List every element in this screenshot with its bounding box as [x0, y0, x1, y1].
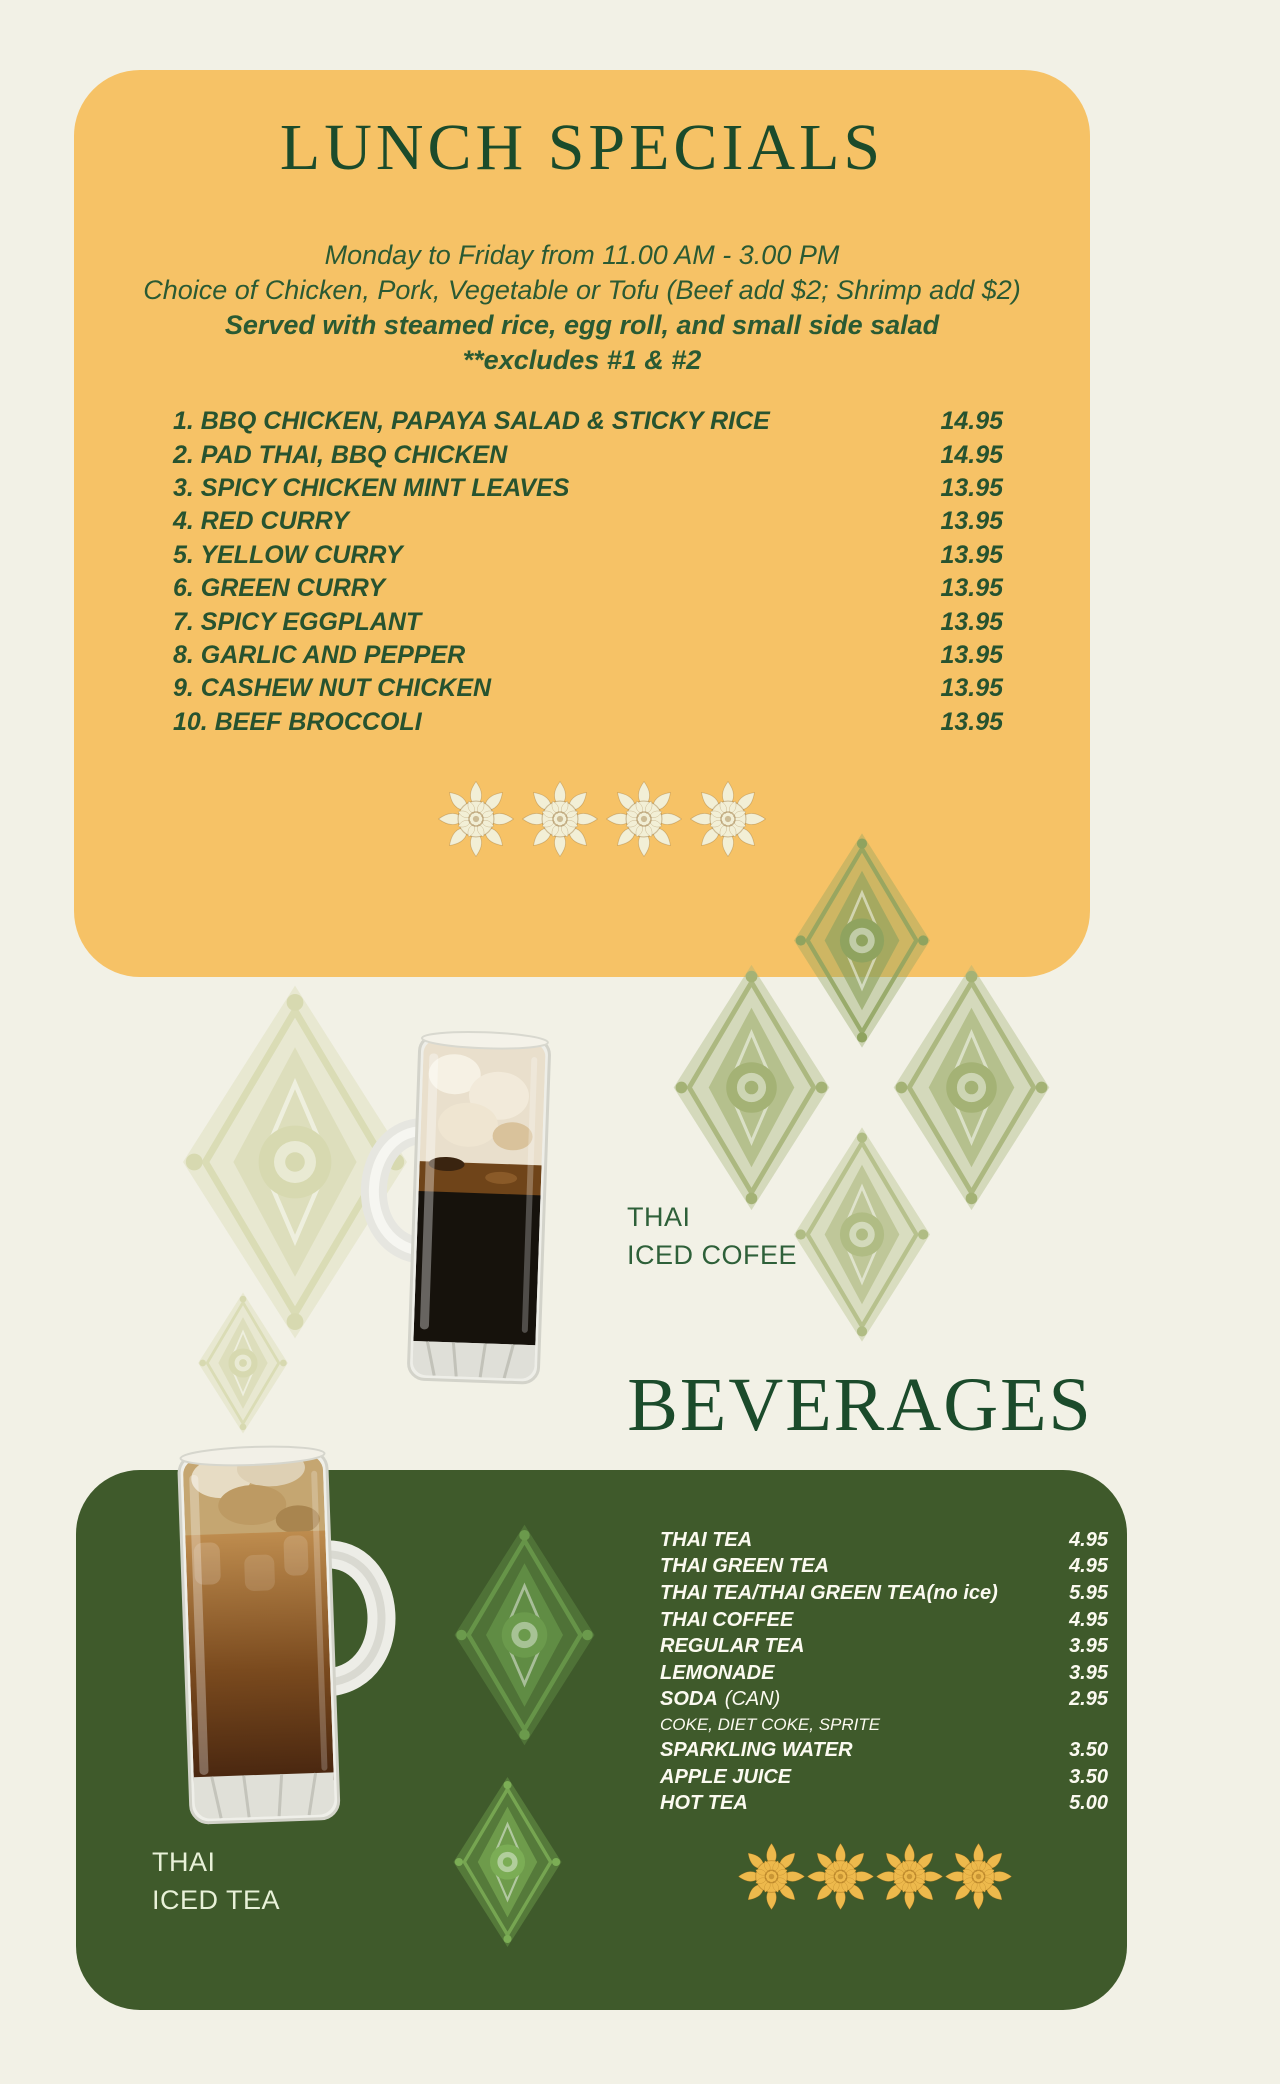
lunch-excludes-line: **excludes #1 & #2: [462, 345, 702, 375]
beverage-price: 3.95: [1069, 1661, 1108, 1684]
kranok-ornament-panel-lower: [440, 1774, 575, 1950]
beverage-name: LEMONADE: [660, 1661, 775, 1684]
beverage-sub-row: [660, 1713, 1108, 1737]
beverage-price: 5.00: [1069, 1792, 1108, 1815]
beverages-title: BEVERAGES: [627, 1363, 1093, 1447]
gold-lotus-ornament-row: [737, 1842, 1013, 1911]
beverage-row: [660, 1633, 1108, 1660]
beverage-price: 3.50: [1069, 1765, 1108, 1788]
lunch-item-row: [173, 572, 1003, 605]
beverage-name: SODA: [660, 1688, 718, 1711]
beverage-price: 4.95: [1069, 1608, 1108, 1631]
beverage-name: THAI TEA: [660, 1528, 753, 1551]
beverage-name: THAI COFFEE: [660, 1608, 794, 1631]
thai-iced-coffee-caption: [627, 1198, 797, 1274]
beverage-row: [660, 1607, 1108, 1634]
kranok-ornament-bottom: [777, 1124, 947, 1345]
item-name: 3. SPICY CHICKEN MINT LEAVES: [173, 473, 570, 502]
lunch-item-row: [173, 472, 1003, 505]
thai-iced-tea-caption: [152, 1843, 280, 1919]
item-price: 13.95: [940, 707, 1003, 736]
lunch-item-row: [173, 605, 1003, 638]
lunch-served-line: Served with steamed rice, egg roll, and small side salad: [224, 310, 940, 340]
item-name: 5. YELLOW CURRY: [173, 540, 403, 569]
lunch-specials-subtitle: [74, 238, 1090, 378]
lotus-flower-icon: [737, 1842, 806, 1911]
item-name: 2. PAD THAI, BBQ CHICKEN: [173, 440, 508, 469]
lotus-flower-icon: [689, 780, 767, 858]
item-price: 14.95: [940, 407, 1003, 436]
item-name: 7. SPICY EGGPLANT: [173, 607, 422, 636]
thai-iced-tea-image: [127, 1428, 440, 1855]
beverage-row: [660, 1554, 1108, 1581]
kranok-ornament-panel-upper: [437, 1521, 612, 1749]
lotus-flower-icon: [806, 1842, 875, 1911]
item-price: 13.95: [940, 607, 1003, 636]
caption-line: THAI: [627, 1202, 691, 1232]
beverage-row: [660, 1764, 1108, 1791]
item-name: 1. BBQ CHICKEN, PAPAYA SALAD & STICKY RICE: [173, 407, 770, 436]
beverage-row: [660, 1527, 1108, 1554]
caption-line: ICED COFEE: [627, 1240, 798, 1270]
lotus-flower-icon: [521, 780, 599, 858]
beverage-name: THAI GREEN TEA: [660, 1555, 829, 1578]
beverage-name: APPLE JUICE: [660, 1765, 792, 1788]
beverage-price: 5.95: [1069, 1581, 1108, 1604]
lunch-item-row: [173, 672, 1003, 705]
beverage-row: [660, 1737, 1108, 1764]
item-price: 13.95: [940, 507, 1003, 536]
beverage-name: REGULAR TEA: [660, 1635, 805, 1658]
item-price: 13.95: [940, 640, 1003, 669]
kranok-ornament-pale-small: [187, 1290, 299, 1436]
item-price: 13.95: [940, 540, 1003, 569]
lunch-specials-title: LUNCH SPECIALS: [279, 111, 885, 184]
beverages-list: [660, 1527, 1108, 1817]
caption-line: ICED TEA: [152, 1885, 281, 1915]
item-price: 13.95: [940, 473, 1003, 502]
lotus-flower-icon: [944, 1842, 1013, 1911]
beverage-name: THAI TEA/THAI GREEN TEA(no ice): [660, 1581, 998, 1604]
lunch-item-row: [173, 505, 1003, 538]
lunch-item-row: [173, 706, 1003, 739]
lunch-item-row: [173, 539, 1003, 572]
lunch-hours-line: Monday to Friday from 11.00 AM - 3.00 PM: [324, 240, 840, 270]
lunch-item-row: [173, 405, 1003, 438]
beverage-note: (CAN): [724, 1688, 781, 1711]
item-price: 13.95: [940, 574, 1003, 603]
item-name: 9. CASHEW NUT CHICKEN: [173, 674, 492, 703]
item-price: 13.95: [940, 674, 1003, 703]
beverage-price: 4.95: [1069, 1528, 1108, 1551]
beverage-name: SPARKLING WATER: [660, 1738, 853, 1761]
item-name: 10. BEEF BROCCOLI: [173, 707, 422, 736]
beverage-price: 3.50: [1069, 1738, 1108, 1761]
thai-iced-coffee-image: [340, 1015, 608, 1405]
lunch-item-row: [173, 438, 1003, 471]
caption-line: THAI: [152, 1847, 216, 1877]
beverage-sub-text: COKE, DIET COKE, SPRITE: [660, 1715, 881, 1735]
lotus-flower-icon: [875, 1842, 944, 1911]
lunch-items-list: [173, 405, 1003, 739]
lunch-item-row: [173, 639, 1003, 672]
item-name: 8. GARLIC AND PEPPER: [173, 640, 466, 669]
beverage-row: [660, 1660, 1108, 1687]
lotus-flower-icon: [437, 780, 515, 858]
item-name: 6. GREEN CURRY: [173, 574, 386, 603]
beverage-row: [660, 1580, 1108, 1607]
beverage-row: [660, 1790, 1108, 1817]
beverage-name: HOT TEA: [660, 1792, 748, 1815]
beverage-price: 3.95: [1069, 1635, 1108, 1658]
beverage-price: 4.95: [1069, 1555, 1108, 1578]
item-price: 14.95: [940, 440, 1003, 469]
cream-lotus-ornament-row: [437, 780, 767, 858]
beverage-price: 2.95: [1069, 1688, 1108, 1711]
item-name: 4. RED CURRY: [173, 507, 349, 536]
lunch-choice-line: Choice of Chicken, Pork, Vegetable or Tofu (Beef add $2; Shrimp add $2): [143, 275, 1021, 305]
beverage-row: [660, 1687, 1108, 1714]
lotus-flower-icon: [605, 780, 683, 858]
